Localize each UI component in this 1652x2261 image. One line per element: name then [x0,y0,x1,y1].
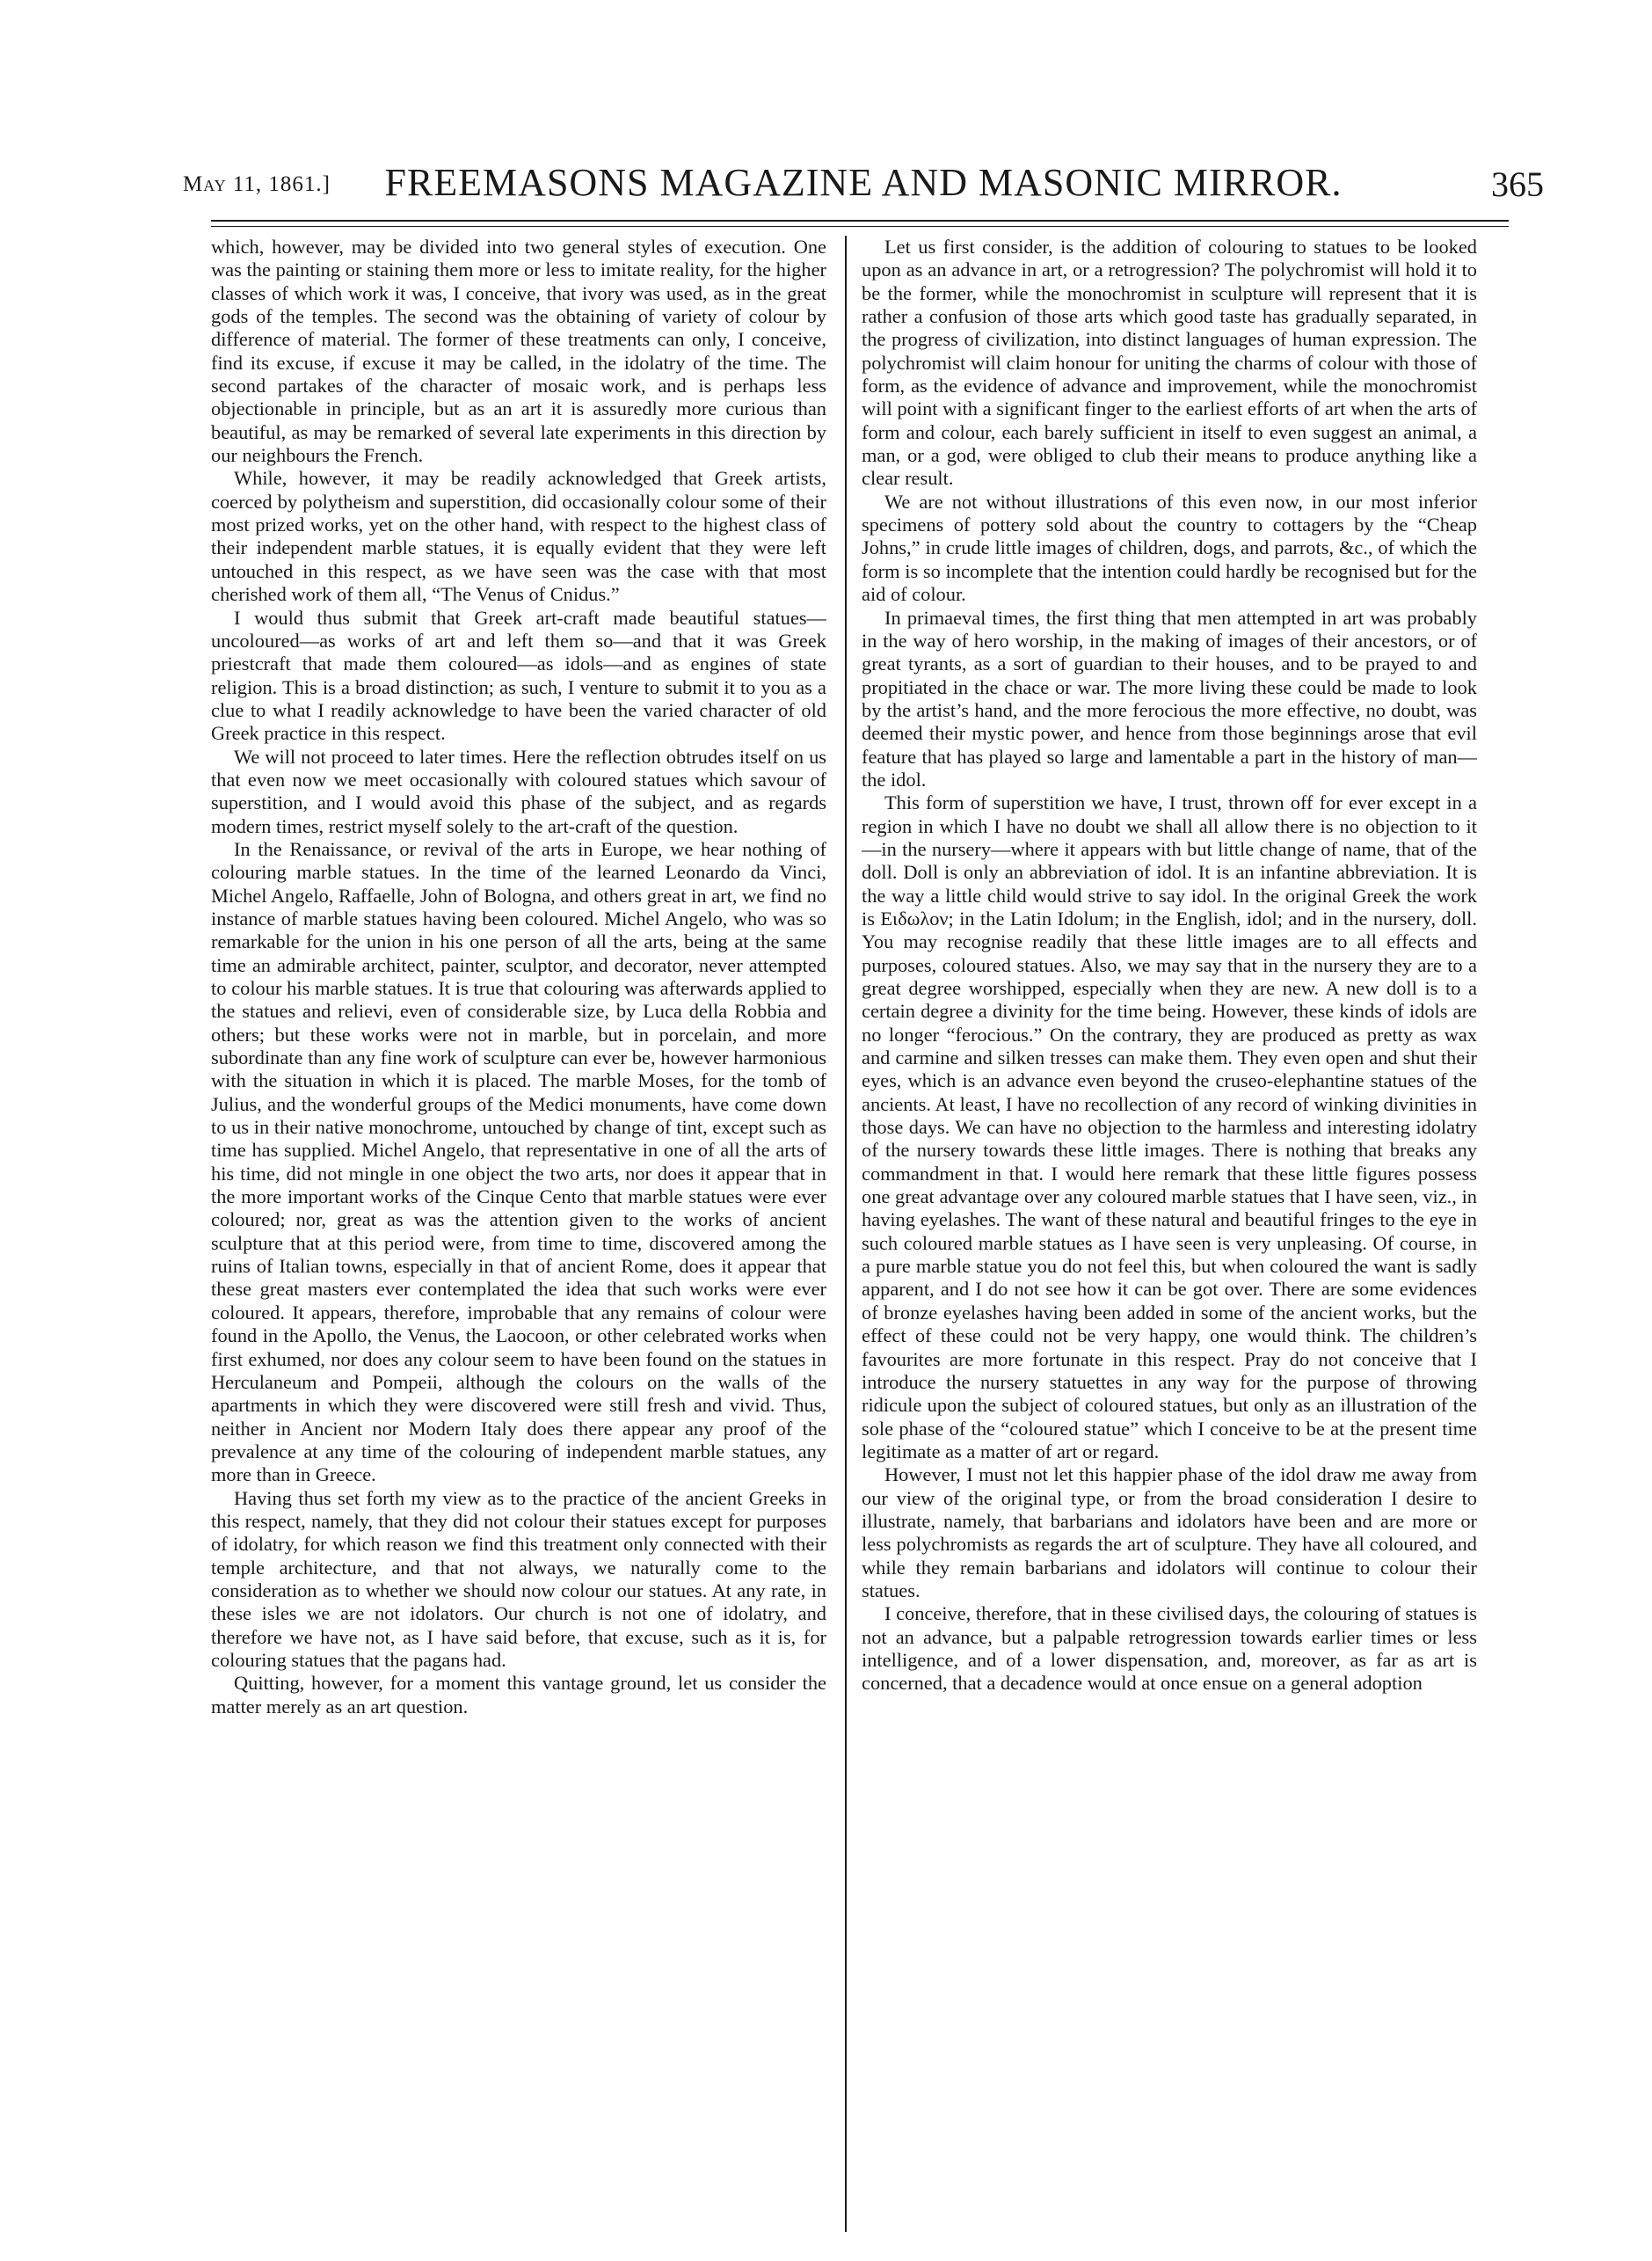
paragraph: I conceive, therefore, that in these civilised days, the colouring of statues is not an advance, but a palpable retrogression towards earlier times or less intelligence, and of a lower dispensation, and, moreover, as far as art is concerned, that a decadence would at once ensue on a general adoption [862,1602,1477,1695]
paragraph: Quitting, however, for a moment this vantage ground, let us consider the matter merely as an art question. [211,1672,826,1718]
paragraph: Let us first consider, is the addition of colouring to statues to be looked upon as an advance in art, or a retrogression? The polychromist will hold it to be the former, while the monochromist in sculpture will represent that it is rather a confusion of those arts which good taste has gradually separated, in the progress of civilization, into distinct languages of human expression. The polychromist will claim honour for uniting the charms of colour with those of form, as the evidence of advance and improvement, while the monochromist will point with a significant finger to the earliest efforts of art when the arts of form and colour, each barely sufficient in itself to even suggest an animal, a man, or a god, were obliged to club their means to produce anything like a clear result. [862,236,1477,490]
paragraph: In primaeval times, the first thing that men attempted in art was probably in the way of hero worship, in the making of images of their ancestors, or of great tyrants, as a sort of guardian to their houses, and to be prayed to and propitiated in the chace or war. The more living these could be made to look by the artist’s hand, and the more ferocious the more effective, no doubt, was deemed their mystic power, and hence from those beginnings arose that evil feature that has played so large and lamentable a part in the history of man—the idol. [862,606,1477,791]
paragraph: We will not proceed to later times. Here the reflection obtrudes itself on us that even now we meet occasionally with coloured statues which savour of superstition, and I would avoid this phase of the subject, and as regards modern times, restrict myself solely to the art-craft of the question. [211,745,826,837]
page-header [183,157,1544,209]
paragraph: This form of superstition we have, I trust, thrown off for ever except in a region in which I have no doubt we shall all allow there is no objection to it—in the nursery—where it appears with but little change of name, that of the doll. Doll is only an abbreviation of idol. It is an infantine abbreviation. It is the way a little child would strive to say idol. In the original Greek the work is Ειδωλον; in the Latin Idolum; in the English, idol; and in the nursery, doll. You may recognise readily that these little images are to all effects and purposes, coloured statues. Also, we may say that in the nursery they are to a great degree worshipped, especially when they are new. A new doll is to a certain degree a divinity for the time being. However, these kinds of idols are no longer “ferocious.” On the contrary, they are produced as pretty as wax and carmine and silken tresses can make them. They even open and shut their eyes, which is an advance even beyond the cruseo-elephantine statues of the ancients. At least, I have no recollection of any record of winking divinities in those days. We can have no objection to the harmless and interesting idolatry of the nursery towards these little images. There is nothing that breaks any commandment in that. I would here remark that these little figures possess one great advantage over any coloured marble statues that I have seen, viz., in having eyelashes. The want of these natural and beautiful fringes to the eye in such coloured marble statues as I have seen is very unpleasing. Of course, in a pure marble statue you do not feel this, but when coloured the want is sadly apparent, and I do not see how it can be got over. There are some evidences of bronze eyelashes having been added in some of the ancient works, but the effect of these could not be very happy, one would think. The children’s favourites are more fortunate in this respect. Pray do not conceive that I introduce the nursery statuettes in any way for the purpose of throwing ridicule upon the subject of coloured statues, but only as an illustration of the sole phase of the “coloured statue” which I conceive to be at the present time legitimate as a matter of art or regard. [862,791,1477,1462]
paragraph: However, I must not let this happier phase of the idol draw me away from our view of the original type, or from the broad consideration I desire to illustrate, namely, that barbarians and idolators have been and are more or less polychromists as regards the art of sculpture. They have all coloured, and while they remain barbarians and idolators will continue to colour their statues. [862,1463,1477,1601]
paragraph: which, however, may be divided into two general styles of execution. One was the painting or staining them more or less to imitate reality, for the higher classes of which work it was, I conceive, that ivory was used, as in the great gods of the temples. The second was the obtaining of variety of colour by difference of material. The former of these treatments can only, I conceive, find its excuse, if excuse it may be called, in the idolatry of the time. The second partakes of the character of mosaic work, and is perhaps less objectionable in principle, but as an art it is assuredly more curious than beautiful, as may be remarked of several late experiments in this direction by our neighbours the French. [211,236,826,467]
magazine-title: FREEMASONS MAGAZINE AND MASONIC MIRROR. [384,161,1343,204]
paragraph: In the Renaissance, or revival of the arts in Europe, we hear nothing of colouring marble statues. In the time of the learned Leonardo da Vinci, Michel Angelo, Raffaelle, John of Bologna, and others great in art, we find no instance of marble statues having been coloured. Michel Angelo, who was so remarkable for the union in his one person of all the arts, being at the same time an admirable architect, painter, sculptor, and decorator, never attempted to colour his marble statues. It is true that colouring was afterwards applied to the statues and relievi, even of considerable size, by Luca della Robbia and others; but these works were not in marble, but in porcelain, and more subordinate than any fine work of sculpture can ever be, however harmonious with the situation in which it is placed. The marble Moses, for the tomb of Julius, and the wonderful groups of the Medici monuments, have come down to us in their native monochrome, untouched by change of tint, except such as time has supplied. Michel Angelo, that representative in one of all the arts of his time, did not mingle in one object the two arts, nor does it appear that in the more important works of the Cinque Cento that marble statues were ever coloured; nor, great as was the attention given to the works of ancient sculpture that at this period were, from time to time, discovered among the ruins of Italian towns, especially in that of ancient Rome, does it appear that these great masters ever contemplated the idea that such works were ever coloured. It appears, therefore, improbable that any remains of colour were found in the Apollo, the Venus, the Laocoon, or other celebrated works when first exhumed, nor does any colour seem to have been found on the statues in Herculaneum and Pompeii, although the colours on the walls of the apartments in which they were discovered were still fresh and vivid. Thus, neither in Ancient nor Modern Italy does there appear any proof of the prevalence at any time of the colouring of independent marble statues, any more than in Greece. [211,837,826,1486]
paragraph: While, however, it may be readily acknowledged that Greek artists, coerced by polytheism and superstition, did occasionally colour some of their most prized works, yet on the other hand, with respect to the highest class of their independent marble statues, it is equally evident that they were left untouched in this respect, as we have seen was the case with that most cherished work of them all, “The Venus of Cnidus.” [211,467,826,606]
paragraph: Having thus set forth my view as to the practice of the ancient Greeks in this respect, namely, that they did not colour their statues except for purposes of idolatry, for which reason we find this treatment only connected with their temple architecture, and that not always, we naturally come to the consideration as to whether we should now colour our statues. At any rate, in these isles we are not idolators. Our church is not one of idolatry, and therefore we have not, as I have said before, that excuse, such as it is, for colouring statues that the pagans had. [211,1486,826,1671]
page-number: 365 [1491,164,1544,204]
paragraph: We are not without illustrations of this even now, in our most inferior specimens of pottery sold about the country to cottagers by the “Cheap Johns,” in crude little images of children, dogs, and parrots, &c., of which the form is so incomplete that the intention could hardly be recognised but for the aid of colour. [862,490,1477,606]
header-rule-thick [211,220,1509,222]
left-column [211,236,826,2241]
column-divider [845,236,847,2232]
paragraph: I would thus submit that Greek art-craft made beautiful statues—uncoloured—as works of art and left them so—and that it was Greek priestcraft that made them coloured—as idols—and as engines of state religion. This is a broad distinction; as such, I venture to submit it to you as a clue to what I readily acknowledge to have been the varied character of old Greek practice in this respect. [211,606,826,745]
header-rule-thin [211,226,1509,227]
right-column [862,236,1477,2241]
issue-date: May 11, 1861.] [183,172,331,196]
